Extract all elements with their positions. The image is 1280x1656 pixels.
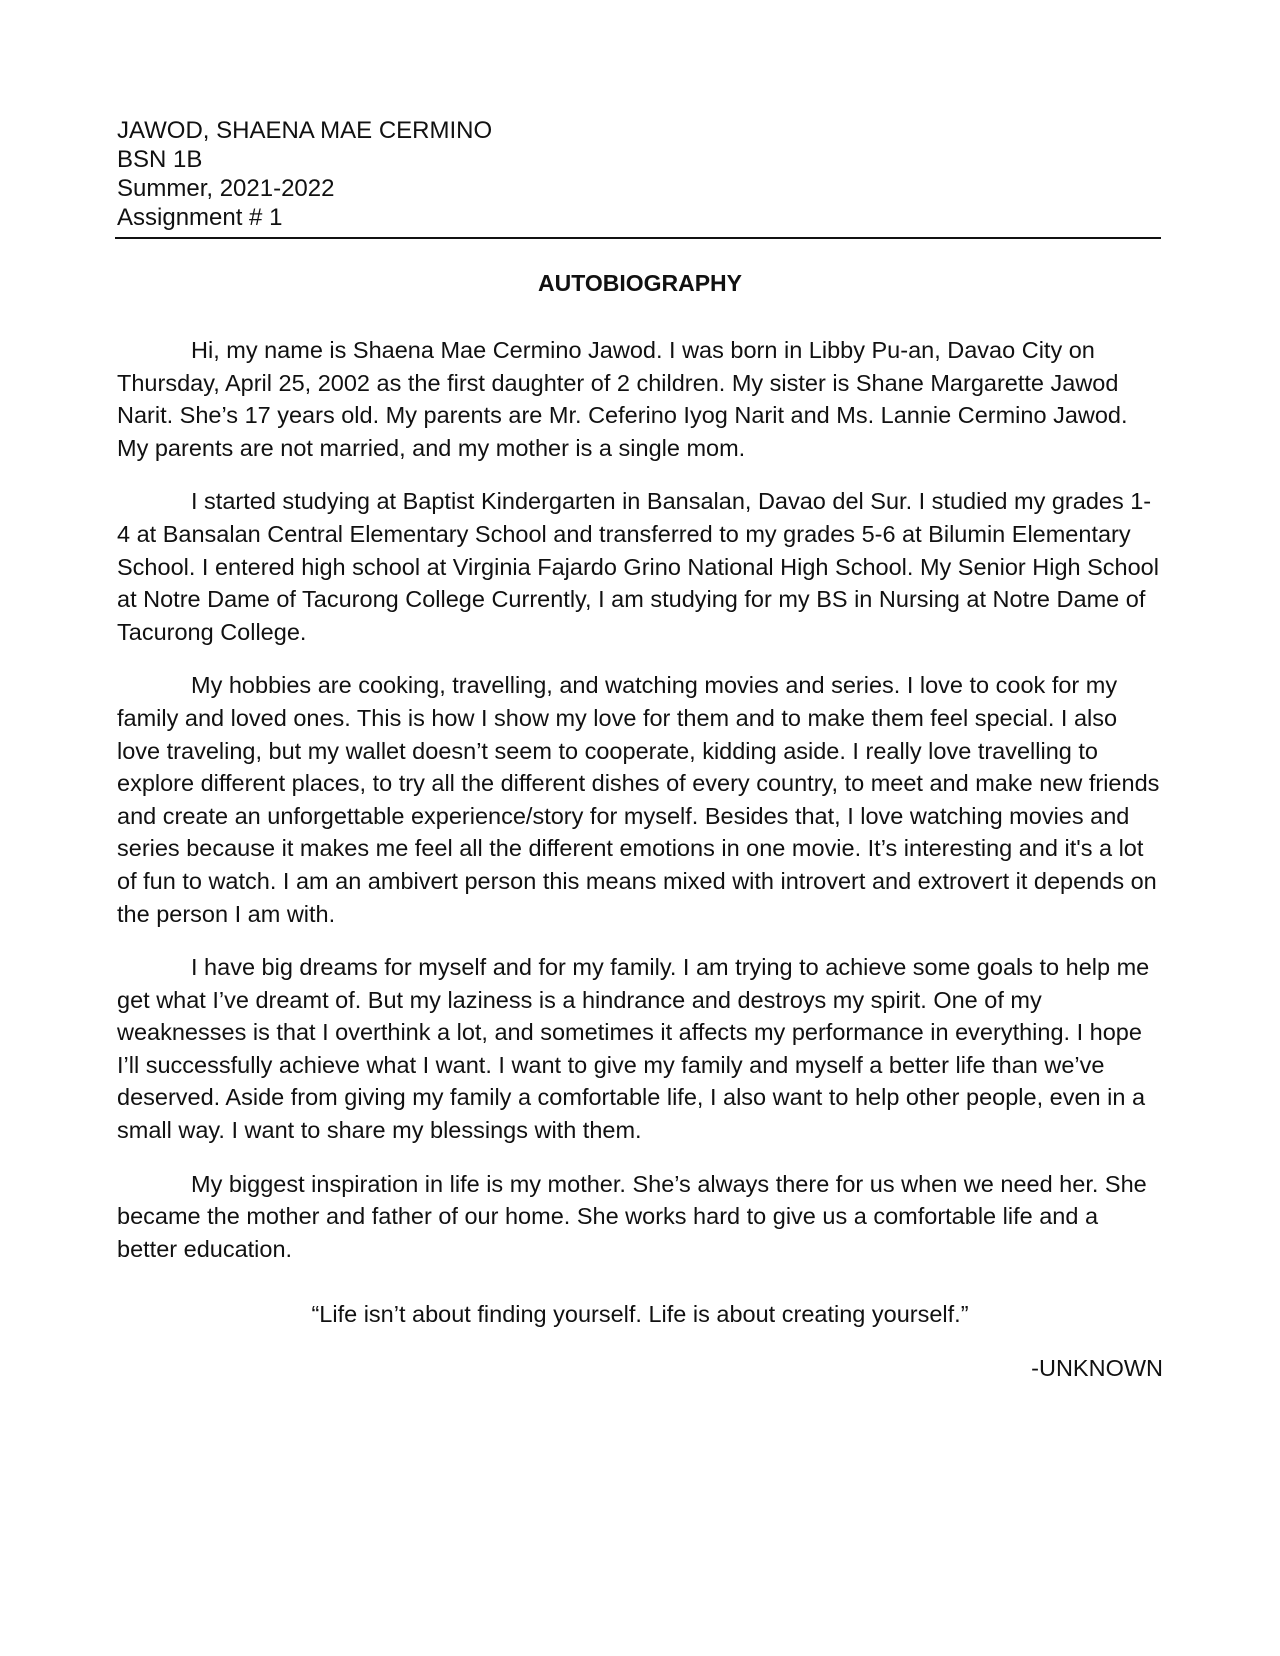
student-info-header xyxy=(117,116,1160,232)
paragraph-dreams: I have big dreams for myself and for my family. I am trying to achieve some goals to help me get what I’ve dreamt of. But my laziness is a hindrance and destroys my spirit. One of my weaknesses is that I overthink a lot, and sometimes it affects my performance in everything. I hope I’ll successfully achieve what I want. I want to give my family and myself a better life than we’ve deserved. Aside from giving my family a comfortable life, I also want to help other people, even in a small way. I want to share my blessings with them. xyxy=(117,954,1150,1144)
closing-quote: “Life isn’t about finding yourself. Life is about creating yourself.” xyxy=(311,1301,969,1327)
paragraph-education: I started studying at Baptist Kindergarten in Bansalan, Davao del Sur. I studied my grades 1-4 at Bansalan Central Elementary School and transferred to my grades 5-6 at Bilumin Elementary School. I entered high school at Virginia Fajardo Grino National High School. My Senior High School at Notre Dame of Tacurong College Currently, I am studying for my BS in Nursing at Notre Dame of Tacurong College. xyxy=(117,488,1159,645)
paragraph-introduction: Hi, my name is Shaena Mae Cermino Jawod. I was born in Libby Pu-an, Davao City on Thursday, April 25, 2002 as the first daughter of 2 children. My sister is Shane Margarette Jawod Narit. She’s 17 years old. My parents are Mr. Ceferino Iyog Narit and Ms. Lannie Cermino Jawod. My parents are not married, and my mother is a single mom. xyxy=(117,337,1128,461)
paragraph-inspiration: My biggest inspiration in life is my mother. She’s always there for us when we need her. She became the mother and father of our home. She works hard to give us a comfortable life and a better education. xyxy=(117,1170,1147,1262)
course-section: BSN 1B xyxy=(117,146,203,173)
school-term: Summer, 2021-2022 xyxy=(117,175,335,202)
paragraph-hobbies: My hobbies are cooking, travelling, and watching movies and series. I love to cook for my family and loved ones. This is how I show my love for them and to make them feel special. I also love traveling, but my wallet doesn’t seem to cooperate, kidding aside. I really love travelling to explore different places, to try all the different dishes of every country, to meet and make new friends and create an unforgettable experience/story for myself. Besides that, I love watching movies and series because it makes me feel all the different emotions in one movie. It’s interesting and it's a lot of fun to watch. I am an ambivert person this means mixed with introvert and extrovert it depends on the person I am with. xyxy=(117,672,1160,927)
document-body xyxy=(117,334,1163,1286)
student-name: JAWOD, SHAENA MAE CERMINO xyxy=(117,117,493,144)
header-divider xyxy=(115,237,1161,239)
assignment-number: Assignment # 1 xyxy=(117,204,283,231)
document-title: AUTOBIOGRAPHY xyxy=(537,270,743,296)
quote-attribution: -UNKNOWN xyxy=(1031,1355,1163,1381)
